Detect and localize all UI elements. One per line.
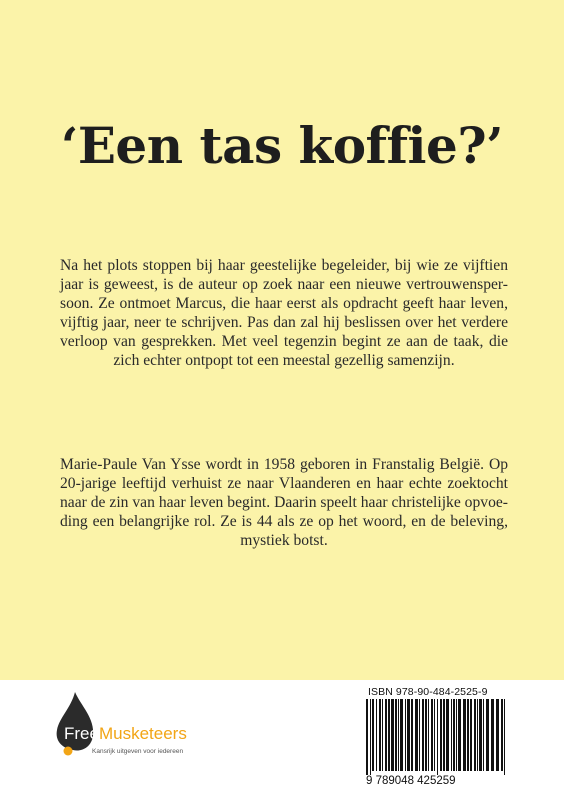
isbn-label: ISBN 978-90-484-2525-9 xyxy=(368,686,488,698)
barcode-bar xyxy=(440,699,442,771)
author-bio-paragraph xyxy=(60,455,508,550)
bio-line: Marie-Paule Van Ysse wordt in 1958 geboren in Franstalig België. Op xyxy=(60,456,508,473)
blurb-paragraph xyxy=(60,256,508,370)
barcode-bar xyxy=(486,699,489,771)
bio-line: mystiek botst. xyxy=(240,532,328,549)
barcode-bar xyxy=(496,699,499,771)
barcode-bar xyxy=(479,699,482,771)
barcode-bar xyxy=(398,699,399,771)
barcode-bar xyxy=(434,699,435,771)
publisher-logo xyxy=(55,690,255,770)
barcode-bar xyxy=(370,699,371,775)
blurb-line: soon. Ze ontmoet Marcus, die haar eerst als opdracht geeft haar leven, xyxy=(60,295,508,312)
blurb-line: zich echter ontpopt tot een meestal gezellig samenzijn. xyxy=(113,352,455,369)
barcode-bar xyxy=(463,699,466,771)
barcode xyxy=(366,686,512,790)
barcode-bar xyxy=(379,699,381,771)
publisher-name xyxy=(64,724,187,744)
publisher-name-musketeers: Musketeers xyxy=(98,724,187,743)
barcode-bar xyxy=(411,699,413,771)
barcode-bar xyxy=(422,699,424,771)
barcode-bar xyxy=(467,699,469,771)
barcode-bar xyxy=(428,699,429,771)
barcode-bar xyxy=(501,699,503,771)
blurb-line: vijftig jaar, neer te schrijven. Pas dan zal hij beslissen over het verdere xyxy=(60,314,508,331)
ean-number: 9 789048 425259 xyxy=(366,775,456,787)
barcode-bars xyxy=(366,699,508,775)
barcode-bar xyxy=(456,699,457,771)
drop-dot xyxy=(64,747,73,756)
barcode-bar xyxy=(372,699,374,771)
bio-line: ding een belangrijke rol. Ze is 44 als ze op het woord, en de beleving, xyxy=(60,513,508,530)
barcode-bar xyxy=(391,699,394,771)
barcode-bar xyxy=(443,699,445,771)
publisher-name-free: Free xyxy=(64,724,99,743)
barcode-bar xyxy=(477,699,478,771)
barcode-bar xyxy=(483,699,484,771)
barcode-bar xyxy=(453,699,455,771)
barcode-bar xyxy=(366,699,368,775)
barcode-bar xyxy=(388,699,390,771)
barcode-bar xyxy=(458,699,461,771)
barcode-bar xyxy=(385,699,387,771)
barcode-bar xyxy=(382,699,383,771)
barcode-bar xyxy=(451,699,452,771)
barcode-bar xyxy=(470,699,472,771)
barcode-bar xyxy=(474,699,476,771)
barcode-bar xyxy=(491,699,494,771)
barcode-bar xyxy=(407,699,410,771)
barcode-bar xyxy=(419,699,420,771)
bio-line: naar de zin van haar leven begint. Daarin speelt haar christelijke opvoe- xyxy=(60,494,508,511)
blurb-line: jaar is geweest, is de auteur op zoek naar een nieuwe vertrouwensper- xyxy=(60,276,508,293)
barcode-bar xyxy=(415,699,418,771)
barcode-bar xyxy=(504,699,505,775)
barcode-bar xyxy=(400,699,403,771)
barcode-bar xyxy=(446,699,449,771)
publisher-tagline: Kansrijk uitgeven voor iedereen xyxy=(92,748,184,755)
book-title: ‘Een tas koffie?’ xyxy=(60,116,504,175)
barcode-bar xyxy=(395,699,397,771)
barcode-bar xyxy=(437,699,438,775)
blurb-line: Na het plots stoppen bij haar geestelijke begeleider, bij wie ze vijftien xyxy=(60,257,508,274)
barcode-bar xyxy=(405,699,406,771)
blurb-line: verloop van gesprekken. Met veel tegenzin begint ze aan de taak, die xyxy=(60,333,508,350)
bio-line: 20-jarige leeftijd verhuist ze naar Vlaanderen en haar echte zoektocht xyxy=(60,475,508,492)
barcode-bar xyxy=(431,699,433,771)
barcode-bar xyxy=(376,699,377,771)
barcode-bar xyxy=(425,699,427,771)
